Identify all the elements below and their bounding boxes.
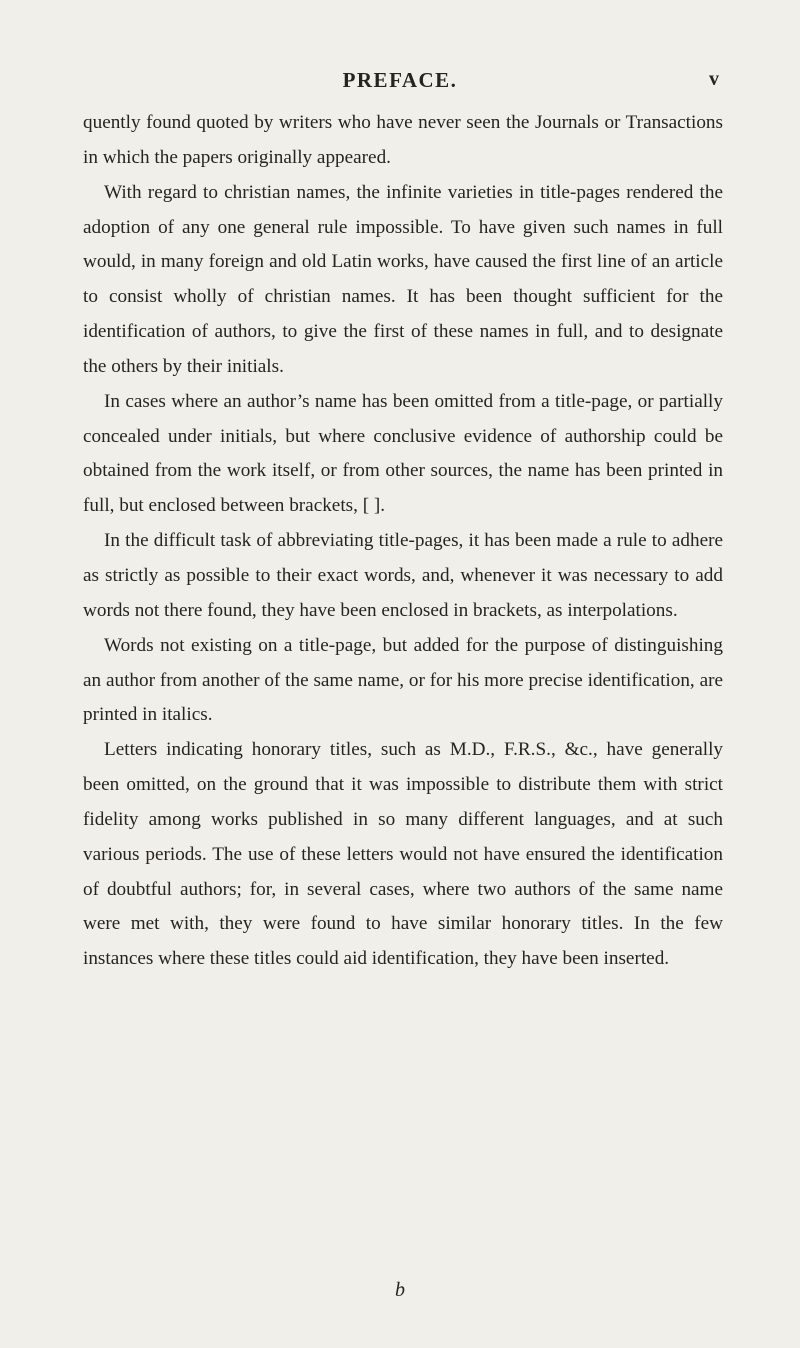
running-head: PREFACE. (342, 68, 458, 92)
body-text (83, 106, 723, 977)
page-number: v (709, 68, 719, 90)
paragraph-omitted-names: In cases where an author’s name has been omitted from a title-page, or partially concealed under initials, but where conclusive evidence of authorship could be obtained from the work itself, or from other sources, the name has been printed in full, but enclosed between brackets, [ ]. (83, 390, 723, 517)
page-header (0, 68, 800, 92)
paragraph-christian-names: With regard to christian names, the infinite varieties in title-pages rendered the adoption of any one general rule impossible. To have given such names in full would, in many foreign and old Latin works, have caused the first line of an article to consist wholly of christian names. It has been thought sufficient for the identification of authors, to give the first of these names in full, and to designate the others by their initials. (83, 181, 723, 377)
paragraph-honorary-titles: Letters indicating honorary titles, such as M.D., F.R.S., &c., have generally been omitted, on the ground that it was impossible to distribute them with strict fidelity among works published in so many different languages, and at such various periods. The use of these letters would not have ensured the identification of doubtful authors; for, in several cases, where two authors of the same name were met with, they were found to have similar honorary titles. In the few instances where these titles could aid identification, they have been inserted. (83, 739, 723, 970)
paragraph-abbreviating: In the difficult task of abbreviating title-pages, it has been made a rule to adhere as strictly as possible to their exact words, and, whenever it was necessary to add words not there found, they have been enclosed in brackets, as interpolations. (83, 530, 723, 621)
paragraph-continued: quently found quoted by writers who have never seen the Journals or Transactions in which the papers originally appeared. (83, 112, 723, 168)
signature-mark: b (395, 1279, 405, 1301)
paragraph-italics: Words not existing on a title-page, but added for the purpose of distinguishing an author from another of the same name, or for his more precise identification, are printed in italics. (83, 634, 723, 726)
